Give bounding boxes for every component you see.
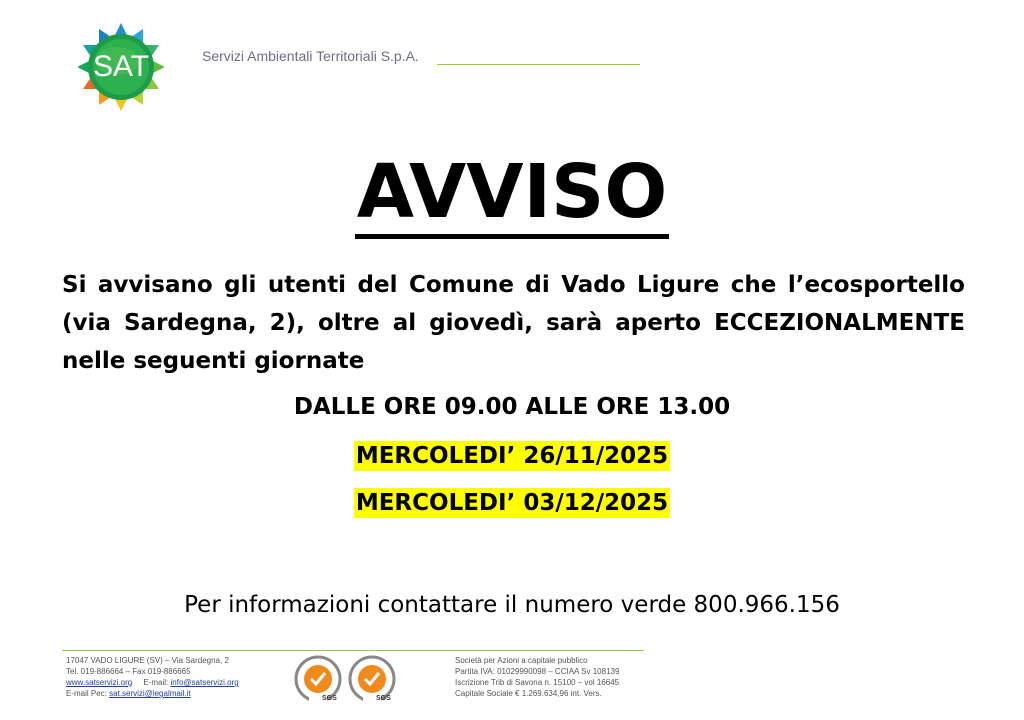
- footer-web-row: [66, 677, 239, 688]
- website-link[interactable]: www.satservizi.org: [66, 678, 133, 687]
- company-type: Società per Azioni a capitale pubblico: [455, 656, 588, 665]
- date-highlight: MERCOLEDI’ 26/11/2025: [355, 443, 669, 469]
- sgs-cert-badge: [346, 655, 398, 707]
- contact-info: Per informazioni contattare il numero verde 800.966.156: [184, 592, 840, 618]
- date-highlight: MERCOLEDI’ 03/12/2025: [355, 490, 669, 516]
- company-name: Servizi Ambientali Territoriali S.p.A.: [202, 48, 419, 64]
- email-link[interactable]: info@satservizi.org: [170, 678, 239, 687]
- notice-body: Si avvisano gli utenti del Comune di Vado Ligure che l’ecosportello (via Sardegna, 2), oltre al giovedì, sarà aperto ECCEZIONALMENTE nelle seguenti giornate: [62, 272, 965, 374]
- footer-pec-row: [66, 688, 239, 699]
- notice-date-1: [0, 443, 1024, 469]
- sgs-label: SGS: [322, 695, 337, 702]
- footer-divider: [62, 650, 644, 651]
- vat-info: Partita IVA: 01029990098 – CCIAA Sv 108139: [455, 667, 620, 676]
- registry-info: Iscrizione Trib di Savona n. 15100 – vol 16645: [455, 678, 620, 687]
- footer-phone: Tel. 019-886664 – Fax 019-886665: [66, 667, 191, 676]
- notice-title-wrap: [0, 150, 1024, 239]
- email-label: E-mail:: [143, 678, 169, 687]
- sat-logo: [78, 22, 164, 112]
- capital-info: Capitale Sociale € 1.269.634,96 int. Vers.: [455, 689, 602, 698]
- sgs-cert-badge: [292, 655, 344, 707]
- pec-label: E-mail Pec:: [66, 689, 107, 698]
- footer-legal: [455, 655, 619, 699]
- footer-contact: [66, 655, 239, 699]
- footer-address: 17047 VADO LIGURE (SV) – Via Sardegna, 2: [66, 656, 229, 665]
- notice-hours: DALLE ORE 09.00 ALLE ORE 13.00: [293, 394, 731, 420]
- logo-text: SAT: [92, 50, 150, 83]
- sgs-label: SGS: [376, 695, 391, 702]
- notice-title: AVVISO: [355, 150, 670, 239]
- pec-link[interactable]: sat.servizi@legalmail.it: [109, 689, 191, 698]
- notice-date-2: [0, 490, 1024, 516]
- header-divider: [437, 64, 640, 65]
